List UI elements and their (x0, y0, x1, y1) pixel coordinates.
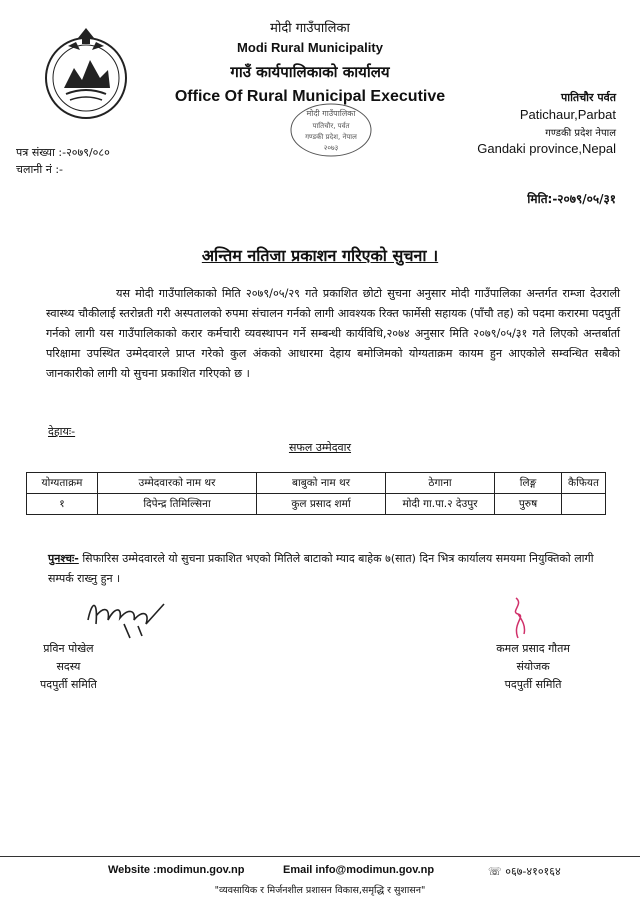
office-name-nepali: गाउँ कार्यपालिकाको कार्यालय (230, 63, 390, 81)
notice-date: मिति:-२०७९/०५/३१ (527, 192, 616, 206)
signatory-right-role: संयोजक (516, 660, 550, 673)
seal-line-1: मोदी गाउँपालिका (306, 109, 356, 118)
results-table (26, 472, 606, 515)
col-rank-header: योग्यताक्रम (27, 473, 98, 494)
col-gender-header: लिङ्ग (495, 473, 562, 494)
signatory-left-name: प्रविन पोखेल (43, 642, 94, 655)
footer-phone: ☏ ०६७-४१०१६४ (488, 865, 561, 878)
seal-line-3: गण्डकी प्रदेश, नेपाल (305, 133, 357, 141)
footer-slogan: "व्यवसायिक र मिर्जनशील प्रशासन विकास,समृद्धि र सुशासन" (214, 885, 426, 896)
signatory-right-committee: पदपुर्ती समिति (504, 678, 562, 691)
notice-title-text: अन्तिम नतिजा प्रकाशन गरिएको सुचना । (201, 246, 439, 265)
municipality-name-english: Modi Rural Municipality (237, 40, 383, 55)
cell-remarks (562, 494, 606, 515)
notice-title (0, 244, 640, 266)
notice-body (46, 284, 620, 384)
table-header-row (27, 473, 606, 494)
col-remarks-header: कैफियत (562, 473, 606, 494)
cell-address: मोदी गा.पा.२ देउपुर (386, 494, 495, 515)
municipality-name-nepali: मोदी गाउँपालिका (270, 21, 350, 36)
signatory-right-name: कमल प्रसाद गौतम (496, 642, 570, 655)
col-address-header: ठेगाना (386, 473, 495, 494)
cell-candidate-name: दिपेन्द्र तिमिल्सिना (98, 494, 257, 515)
place-nepali: पातिचौर पर्वत (560, 91, 616, 104)
letter-number: पत्र संख्या :-२०७९/०८० (16, 146, 110, 159)
footer-divider (0, 856, 640, 857)
place-english: Patichaur,Parbat (519, 107, 616, 122)
postscript (48, 549, 618, 589)
signature-left (84, 590, 174, 640)
office-seal (286, 100, 376, 162)
table-row (27, 494, 606, 515)
postscript-label: पुनश्चः- (48, 552, 79, 565)
cell-gender: पुरुष (495, 494, 562, 515)
province-nepali: गण्डकी प्रदेश नेपाल (545, 128, 616, 139)
notice-body-text: यस मोदी गाउँपालिकाको मिति २०७९/०५/२९ गते प्रकाशित छोटो सुचना अनुसार मोदी गाउँपालिका अन्तर्गत राम्जा देउराली स्वास्थ्य चौकीलाई स्तरोन्नती गरी अस्पतालको रुपमा संचालन गर्नको लागी आवश्यक रिक्त फार्मेसी सहायक (पाँचौ तह) को पदमा करारमा पदपुर्ती गर्नको लागी यस गाउँपालिकाको करार कर्मचारी व्यवस्थापन गर्ने सम्बन्धी कार्यविधि,२०७४ अनुसार मिति २०७९/०५/३१ गते लिएको अन्तर्बार्ता परिक्षामा उपस्थित उम्मेदवारले प्राप्त गरेको कुल अंकको आधारमा देहाय बमोजिमको योग्यताक्रम कायम हुन आएकोले सम्वन्धित सबैको जानकारीको लागी यो सुचना प्रकाशित गरिएको छ । (46, 287, 620, 380)
office-name-english: Office Of Rural Municipal Executive (174, 88, 446, 105)
footer-website: Website :modimun.gov.np (108, 864, 245, 876)
signatory-left-role: सदस्य (56, 660, 81, 673)
successful-candidates-heading: सफल उम्मेदवार (288, 441, 352, 454)
footer-email: Email info@modimun.gov.np (283, 864, 435, 876)
dehay-label: देहायः- (48, 425, 76, 438)
signature-right (506, 594, 530, 640)
province-english: Gandaki province,Nepal (477, 141, 616, 156)
cell-rank: १ (27, 494, 98, 515)
col-candidate-header: उम्मेदवारको नाम थर (98, 473, 257, 494)
postscript-text: सिफारिस उम्मेदवारले यो सुचना प्रकाशित भएको मितिले बाटाको म्याद बाहेक ७(सात) दिन भित्र कार्यालय समयमा नियुक्तिको लागी सम्पर्क राख्नु हुन । (48, 552, 594, 585)
cell-father-name: कुल प्रसाद शर्मा (257, 494, 386, 515)
signatory-left-committee: पदपुर्ती समिति (40, 678, 97, 691)
col-father-header: बाबुको नाम थर (257, 473, 386, 494)
municipality-emblem (40, 24, 132, 124)
signatory-left (40, 640, 97, 694)
seal-line-2: पातिचौर, पर्वत (312, 122, 350, 130)
dispatch-number: चलानी नं :- (16, 163, 64, 176)
signatory-right (496, 640, 570, 694)
seal-line-4: २०७३ (323, 144, 339, 152)
